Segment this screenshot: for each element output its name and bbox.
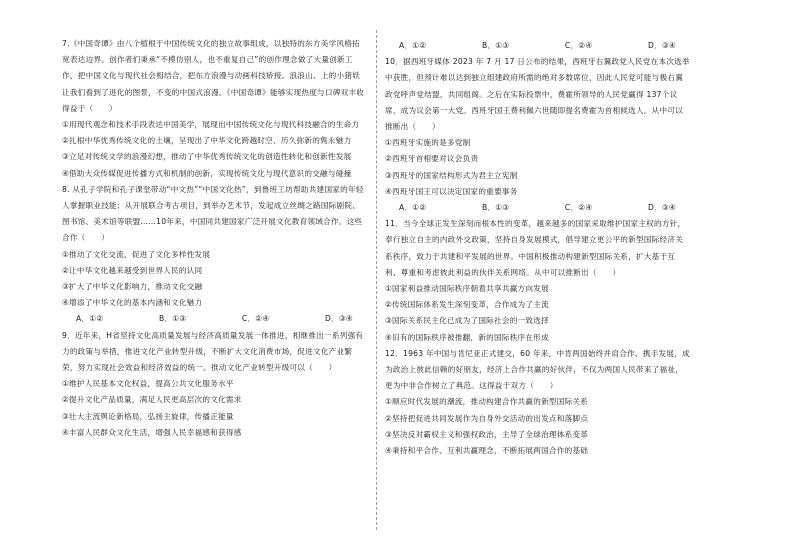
question-item: ①国家利益推动国际秩序朝着共享共赢方向发展 xyxy=(385,284,549,294)
question-item: ②提升文化产品质量，满足人民更高层次的文化需求 xyxy=(62,395,242,405)
option-a[interactable]: A．①② xyxy=(399,41,427,50)
question-12 xyxy=(385,346,690,459)
question-stem: 11．当今全球正发生深刻而根本性的变革，越来越多的国家采取维护国家主权的方针，奉行独立自主的内政外交政策，坚持自身发展模式，倡导建立更公平的新型国际经济关系秩序，致力于共建和平发展的世界。中国积极推动构建新型国际关系，扩大基于互利、尊重和考虑彼此利益的伙伴关系网络。从中可以推断出（ ） xyxy=(385,219,686,277)
question-item: ②西班牙首相要对议会负责 xyxy=(385,154,479,164)
question-item: ①用现代观念和技术手段表达中国美学，展现出中国传统文化与现代科技融合的生命力 xyxy=(62,120,360,130)
answer-options xyxy=(62,311,367,327)
question-11 xyxy=(385,216,690,346)
option-c[interactable]: C．②④ xyxy=(241,314,270,324)
question-item: ①西班牙实施的是多党制 xyxy=(385,138,471,148)
option-b[interactable]: B．①③ xyxy=(158,314,187,324)
question-stem: 12．1963 年中国与肯尼亚正式建交，60 年来，中肯两国始终并肩合作、携手发展，成为政治上彼此信赖的好朋友，经济上合作共赢的好伙伴，不仅为两国人民带来了福祉，更为中非合作树立了典范。这得益于双方（ ） xyxy=(385,348,690,391)
option-c[interactable]: C．②④ xyxy=(564,41,593,50)
question-item: ①推动了文化交流，促进了文化多样性发展 xyxy=(62,249,211,259)
question-item: ②扎根中华优秀传统文化的土壤，呈现出了中华文化跨越时空、历久弥新的隽永魅力 xyxy=(62,136,352,146)
option-a[interactable]: A．①② xyxy=(399,203,427,213)
question-10 xyxy=(385,54,690,216)
option-a[interactable]: A．①② xyxy=(76,314,104,324)
option-b[interactable]: B．①③ xyxy=(481,41,510,50)
question-7 xyxy=(62,36,367,182)
question-item: ②让中华文化越来越受到世界人民的认同 xyxy=(62,265,203,275)
question-item: ③西班牙的国家结构形式为君主立宪制 xyxy=(385,170,518,180)
option-b[interactable]: B．①③ xyxy=(481,203,510,213)
question-item: ③扩大了中华文化影响力，推动文化交融 xyxy=(62,282,203,292)
question-item: ③壮大主流舆论新格局，弘扬主旋律，传播正能量 xyxy=(62,411,234,421)
question-item: ④旧有的国际秩序被推翻，新的国际秩序在形成 xyxy=(385,332,549,342)
option-c[interactable]: C．②④ xyxy=(564,203,593,213)
question-item: ④西班牙国王可以决定国家的重要事务 xyxy=(385,186,518,196)
question-9 xyxy=(62,328,367,441)
question-8 xyxy=(62,182,367,328)
question-stem: 10．据西班牙媒体 2023 年 7 月 17 日公布的结果，西班牙右翼政党人民党在本次选举中获胜，但预计难以达到独立组建政府所需的绝对多数席位，因此人民党可能与极右翼政党呼声党结盟，共同组阁。之后在实际投票中，费霍所领导的人民党赢得 137个议席，成为议会第一大党。西班牙国王费利佩六世随即提名费霍为首相候选人。从中可以推断出（ ） xyxy=(385,57,690,132)
right-column xyxy=(385,38,690,459)
question-item: ④增添了中华文化的基本内涵和文化魅力 xyxy=(62,298,203,308)
question-stem: 9．近年来，H省坚持文化高质量发展与经济高质量发展一体推进，相继推出一系列强有力的政策与举措，推进文化产业转型升级，不断扩大文化消费市场，促进文化产业繁荣，努力实现社会效益和经济效益的统一。推动文化产业转型升级可以（ ） xyxy=(62,330,364,373)
question-item: ③国际关系民主化已成为了国际社会的一致选择 xyxy=(385,316,549,326)
column-divider xyxy=(376,30,377,530)
question-item: ④丰富人民群众文化生活，增强人民幸福感和获得感 xyxy=(62,427,242,437)
question-item: ②传统国际体系发生深刻变革，合作成为了主流 xyxy=(385,300,549,310)
question-item: ①维护人民基本文化权益，提高公共文化服务水平 xyxy=(62,379,234,389)
question-stem: 7.《中国奇谭》由八个植根于中国传统文化的独立故事组成，以独特的东方美学风格拓宽表达边界。创作者们秉承“不模仿别人，也不重复自己”的创作理念做了大量创新工作，把中国文化与现代社会相结合，把东方浪漫与动画科技矫接。浪浪山、上的小猪妖让我们看到了进化的图景，不变的中国式浪漫。《中国奇谭》能够实现热度与口碑双丰收得益于（ ） xyxy=(62,39,365,113)
answer-options xyxy=(385,200,690,216)
question-item: ③坚决反对霸权主义和强权政治，主导了全球治理体系变革 xyxy=(385,429,589,439)
option-d[interactable]: D．③④ xyxy=(324,314,353,324)
left-column xyxy=(62,36,367,441)
question-item: ③立足对传统文学的浪漫幻想，推动了中华优秀传统文化的创造性转化和创新性发展 xyxy=(62,152,352,162)
question-9-options xyxy=(385,38,690,54)
question-stem: 8. 从孔子学院和孔子课堂带动“中文热”“中国文化热”，到鲁班工坊帮助共建国家的年轻人掌握职业技能；从开展联合考古项目，到举办艺术节，发起成立丝绸之路国际剧院、图书馆、美术馆等联盟……10年来，中国同共建国家广泛开展文化教育领域合作。这些合作（ ） xyxy=(62,184,364,243)
option-d[interactable]: D．③④ xyxy=(647,203,676,213)
option-d[interactable]: D．③④ xyxy=(647,41,676,50)
question-item: ④秉持和平合作、互利共赢理念，不断拓展两国合作的基础 xyxy=(385,446,589,456)
question-item: ①顺应时代发展的潮流，推动构建合作共赢的新型国际关系 xyxy=(385,397,589,407)
question-item: ②坚持把促进共同发展作为自身外交活动的出发点和落脚点 xyxy=(385,413,589,423)
question-item: ④借助大众传媒促进传播方式和机制的创新，实现传统文化与现代意识的交融与碰撞 xyxy=(62,168,352,178)
